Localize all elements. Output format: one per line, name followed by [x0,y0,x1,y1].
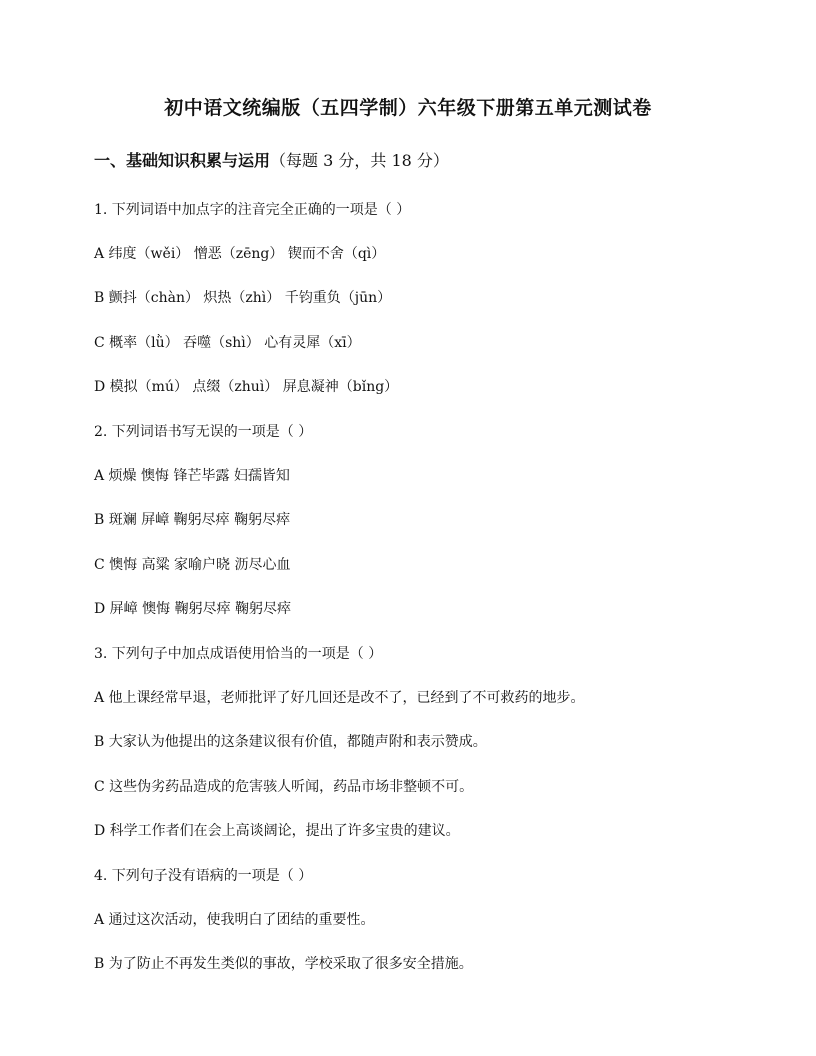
question-3-option-c: C 这些伪劣药品造成的危害骇人听闻，药品市场非整顿不可。 [94,779,474,795]
question-1: 1. 下列词语中加点字的注音完全正确的一项是（ ） [94,202,411,218]
question-2-option-c: C 懊悔 高粱 家喻户晓 沥尽心血 [94,557,291,573]
question-2-option-a: A 烦燥 懊悔 锋芒毕露 妇孺皆知 [94,468,290,484]
question-1-option-d: D 模拟（mú） 点缀（zhuì） 屏息凝神（bǐng） [94,379,399,395]
question-4-option-a: A 通过这次活动，使我明白了团结的重要性。 [94,912,375,928]
question-1-option-b: B 颤抖（chàn） 炽热（zhì） 千钧重负（jūn） [94,290,392,306]
question-3-option-b: B 大家认为他提出的这条建议很有价值，都随声附和表示赞成。 [94,734,487,750]
question-1-option-a: A 纬度（wěi） 憎恶（zēng） 锲而不舍（qì） [94,246,386,262]
section-heading [94,149,449,173]
question-2-option-d: D 屏嶂 懊悔 鞠躬尽瘁 鞠躬尽瘁 [94,601,292,617]
section-score-note: （每题 3 分，共 18 分） [270,151,449,170]
question-4: 4. 下列句子没有语病的一项是（ ） [94,868,313,884]
question-3: 3. 下列句子中加点成语使用恰当的一项是（ ） [94,646,383,662]
question-3-option-a: A 他上课经常早退，老师批评了好几回还是改不了，已经到了不可救药的地步。 [94,690,585,706]
question-1-option-c: C 概率（lǜ） 吞噬（shì） 心有灵犀（xī） [94,335,361,351]
question-2: 2. 下列词语书写无误的一项是（ ） [94,424,313,440]
section-heading-label: 一、基础知识积累与运用 [94,151,271,170]
question-3-option-d: D 科学工作者们在会上高谈阔论，提出了许多宝贵的建议。 [94,823,460,839]
question-4-option-b: B 为了防止不再发生类似的事故，学校采取了很多安全措施。 [94,956,473,972]
page-title: 初中语文统编版（五四学制）六年级下册第五单元测试卷 [164,97,652,119]
question-2-option-b: B 斑斓 屏嶂 鞠躬尽瘁 鞠躬尽瘁 [94,512,291,528]
